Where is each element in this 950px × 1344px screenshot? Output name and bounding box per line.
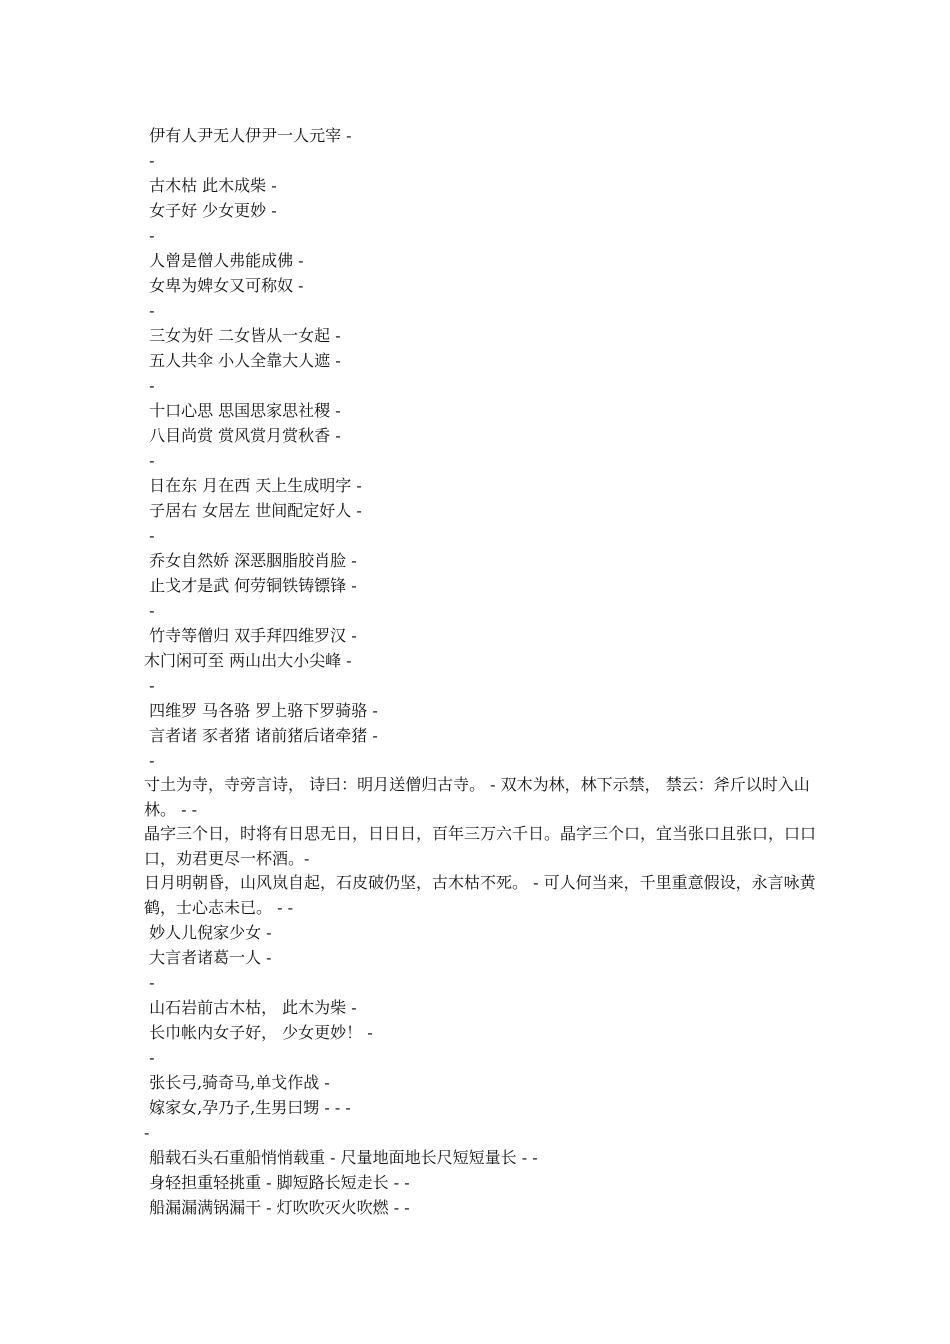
- text-line: 船漏漏满锅漏干 - 灯吹吹灭火吹燃 - -: [144, 1198, 410, 1217]
- text-line: -: [144, 676, 155, 695]
- text-line: 乔女自然娇 深恶胭脂胶肖脸 -: [144, 551, 357, 570]
- text-line: 嫁家女,孕乃子,生男曰甥 - - -: [144, 1098, 351, 1117]
- text-line: 木门闲可至 两山出大小尖峰 -: [144, 651, 352, 670]
- text-line: -: [144, 751, 155, 770]
- text-line: 五人共伞 小人全靠大人遮 -: [144, 351, 341, 370]
- text-line: 八目尚赏 赏风赏月赏秋香 -: [144, 426, 341, 445]
- text-line: 大言者诸葛一人 -: [144, 948, 272, 967]
- text-line: 止戈才是武 何劳铜铁铸镖锋 -: [144, 576, 357, 595]
- text-line: -: [144, 151, 155, 170]
- text-line: -: [144, 451, 155, 470]
- text-line: 身轻担重轻挑重 - 脚短路长短走长 - -: [144, 1173, 410, 1192]
- text-line: 言者诸 豕者猪 诸前猪后诸牵猪 -: [144, 726, 378, 745]
- text-line: 人曾是僧人弗能成佛 -: [144, 251, 304, 270]
- text-line: -: [144, 526, 155, 545]
- text-line: 竹寺等僧归 双手拜四维罗汉 -: [144, 626, 357, 645]
- text-line: 古木枯 此木成柴 -: [144, 176, 277, 195]
- text-line: -: [144, 973, 155, 992]
- text-line: 女卑为婢女又可称奴 -: [144, 276, 304, 295]
- text-line: 伊有人尹无人伊尹一人元宰 -: [144, 126, 352, 145]
- text-line: 女子好 少女更妙 -: [144, 201, 277, 220]
- text-line: 十口心思 思国思家思社稷 -: [144, 401, 341, 420]
- text-line: 长巾帐内女子好， 少女更妙！ -: [144, 1023, 373, 1042]
- document-body: [144, 123, 824, 1220]
- text-line: 子居右 女居左 世间配定好人 -: [144, 501, 362, 520]
- text-line: 日在东 月在西 天上生成明字 -: [144, 476, 362, 495]
- text-line: 张长弓,骑奇马,单戈作战 -: [144, 1073, 330, 1092]
- text-line: -: [144, 301, 155, 320]
- text-line: -: [144, 376, 155, 395]
- text-line: 船载石头石重船悄悄载重 - 尺量地面地长尺短短量长 - -: [144, 1148, 538, 1167]
- text-line: 四维罗 马各骆 罗上骆下罗骑骆 -: [144, 701, 378, 720]
- text-paragraph: 寸土为寺，寺旁言诗， 诗曰：明月送僧归古寺。 - 双木为林，林下示禁， 禁云：斧斤以时入山林。 - -: [144, 775, 810, 819]
- text-line: -: [144, 1123, 150, 1142]
- text-line: 三女为奸 二女皆从一女起 -: [144, 326, 341, 345]
- text-line: -: [144, 226, 155, 245]
- text-paragraph: 晶字三个日，时将有日思无日，日日日，百年三万六千日。晶字三个口，宜当张口且张口，口口口，劝君更尽一杯酒。-: [144, 824, 817, 868]
- text-line: -: [144, 1048, 155, 1067]
- text-line: 山石岩前古木枯， 此木为柴 -: [144, 998, 357, 1017]
- text-paragraph: 日月明朝昏，山风岚自起，石皮破仍坚，古木枯不死。 - 可人何当来，千里重意假设，永言咏黄鹤，士心志未已。 - -: [144, 873, 816, 917]
- text-line: -: [144, 601, 155, 620]
- text-line: 妙人儿倪家少女 -: [144, 923, 272, 942]
